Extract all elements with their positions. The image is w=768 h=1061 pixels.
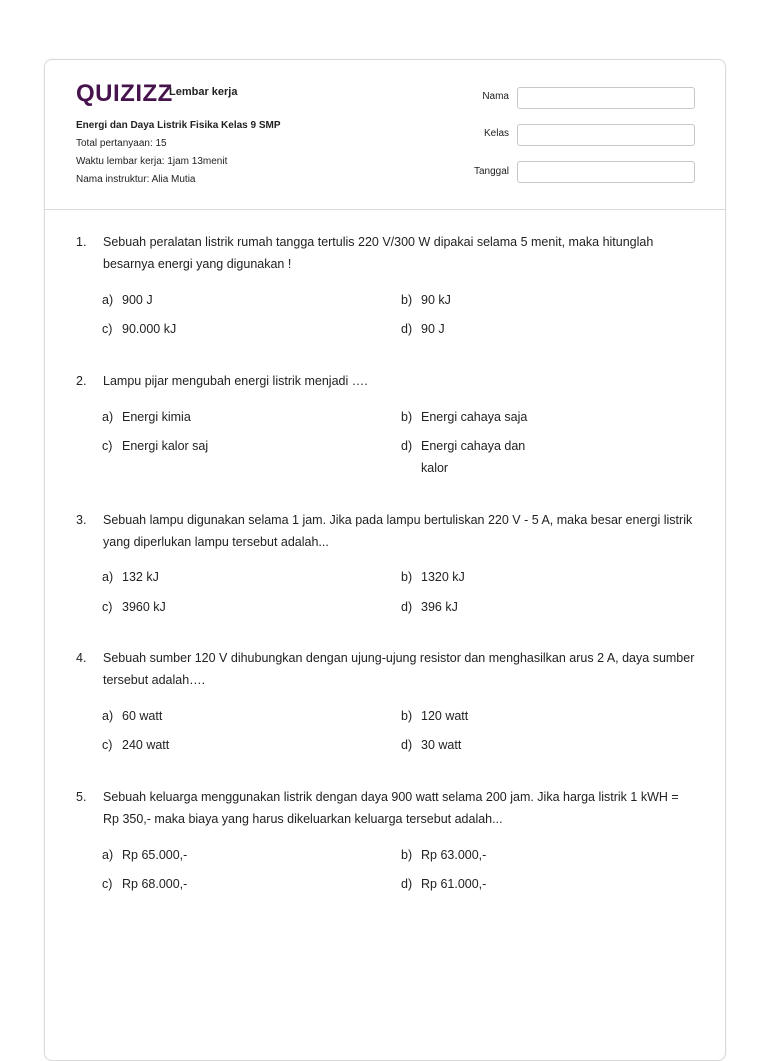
- option-2c[interactable]: [102, 435, 208, 457]
- question-text: Sebuah keluarga menggunakan listrik dengan daya 900 watt selama 200 jam. Jika harga listrik 1 kWH = Rp 350,- maka biaya yang harus dikeluarkan keluarga tersebut adalah...: [103, 790, 679, 826]
- option-text: Rp 61.000,-: [421, 877, 487, 891]
- date-label: Tanggal: [473, 166, 509, 177]
- worksheet-header: [45, 60, 725, 210]
- option-1c[interactable]: [102, 318, 176, 340]
- option-text: Energi cahaya saja: [421, 410, 528, 424]
- question-1: [76, 231, 696, 275]
- option-letter: b): [401, 570, 413, 584]
- option-4b[interactable]: [401, 705, 468, 727]
- option-5a[interactable]: [102, 844, 187, 866]
- option-3c[interactable]: [102, 596, 166, 618]
- question-4: [76, 647, 696, 691]
- option-letter: b): [401, 410, 413, 424]
- question-number: 3.: [76, 513, 87, 527]
- option-text: Rp 65.000,-: [122, 848, 188, 862]
- option-5c[interactable]: [102, 873, 187, 895]
- option-text: 30 watt: [421, 738, 462, 752]
- option-letter: a): [102, 570, 114, 584]
- question-text: Lampu pijar mengubah energi listrik menjadi ….: [103, 374, 368, 388]
- option-text: 3960 kJ: [122, 600, 166, 614]
- instructor-name: Nama instruktur: Alia Mutia: [76, 174, 196, 185]
- option-4c[interactable]: [102, 734, 169, 756]
- date-field[interactable]: [517, 161, 695, 183]
- option-text: 132 kJ: [122, 570, 159, 584]
- option-letter: b): [401, 848, 413, 862]
- question-text: Sebuah peralatan listrik rumah tangga tertulis 220 V/300 W dipakai selama 5 menit, maka hitunglah besarnya energi yang digunakan !: [103, 235, 654, 271]
- worksheet-time: Waktu lembar kerja: 1jam 13menit: [76, 156, 228, 167]
- option-letter: a): [102, 709, 114, 723]
- option-letter: a): [102, 848, 114, 862]
- option-text: Rp 63.000,-: [421, 848, 487, 862]
- option-text: 240 watt: [122, 738, 170, 752]
- option-text: Energi kimia: [122, 410, 191, 424]
- name-label: Nama: [482, 91, 509, 102]
- option-letter: d): [401, 600, 413, 614]
- option-5d[interactable]: [401, 873, 486, 895]
- option-text: 90 kJ: [421, 293, 451, 307]
- question-number: 2.: [76, 374, 87, 388]
- option-4d[interactable]: [401, 734, 461, 756]
- question-3: [76, 509, 696, 553]
- option-3a[interactable]: [102, 566, 159, 588]
- option-letter: d): [401, 439, 413, 453]
- question-number: 1.: [76, 235, 87, 249]
- option-text: 396 kJ: [421, 600, 458, 614]
- option-3b[interactable]: [401, 566, 465, 588]
- option-2a[interactable]: [102, 406, 191, 428]
- option-text: 1320 kJ: [421, 570, 465, 584]
- option-text: Energi kalor saj: [122, 439, 209, 453]
- option-3d[interactable]: [401, 596, 458, 618]
- option-letter: a): [102, 410, 114, 424]
- question-number: 5.: [76, 790, 87, 804]
- option-letter: d): [401, 322, 413, 336]
- option-letter: c): [102, 322, 113, 336]
- option-text: 900 J: [122, 293, 153, 307]
- option-letter: b): [401, 293, 413, 307]
- option-letter: b): [401, 709, 413, 723]
- option-letter: d): [401, 877, 413, 891]
- question-2: [76, 370, 696, 392]
- option-letter: c): [102, 439, 113, 453]
- option-letter: c): [102, 877, 113, 891]
- quizizz-logo: QUIZIZZ: [76, 80, 173, 107]
- option-text: Rp 68.000,-: [122, 877, 188, 891]
- total-questions: Total pertanyaan: 15: [76, 138, 167, 149]
- option-text: 120 watt: [421, 709, 469, 723]
- worksheet-title: Energi dan Daya Listrik Fisika Kelas 9 SMP: [76, 120, 281, 131]
- option-4a[interactable]: [102, 705, 162, 727]
- option-letter: a): [102, 293, 114, 307]
- option-1b[interactable]: [401, 289, 451, 311]
- question-5: [76, 786, 696, 830]
- option-2d[interactable]: [401, 435, 541, 479]
- option-text: 90.000 kJ: [122, 322, 177, 336]
- class-label: Kelas: [483, 128, 509, 139]
- option-5b[interactable]: [401, 844, 486, 866]
- option-1d[interactable]: [401, 318, 445, 340]
- option-1a[interactable]: [102, 289, 153, 311]
- option-letter: d): [401, 738, 413, 752]
- question-number: 4.: [76, 651, 87, 665]
- option-letter: c): [102, 600, 113, 614]
- option-text: 60 watt: [122, 709, 163, 723]
- option-letter: c): [102, 738, 113, 752]
- worksheet-card: [44, 59, 726, 1061]
- worksheet-subtitle: Lembar kerja: [169, 86, 238, 98]
- option-text: Energi cahaya dan kalor: [421, 439, 526, 475]
- class-field[interactable]: [517, 124, 695, 146]
- option-2b[interactable]: [401, 406, 527, 428]
- question-text: Sebuah sumber 120 V dihubungkan dengan ujung-ujung resistor dan menghasilkan arus 2 A, daya sumber tersebut adalah….: [103, 651, 695, 687]
- question-text: Sebuah lampu digunakan selama 1 jam. Jika pada lampu bertuliskan 220 V - 5 A, maka besar energi listrik yang diperlukan lampu tersebut adalah...: [103, 513, 693, 549]
- option-text: 90 J: [421, 322, 445, 336]
- name-field[interactable]: [517, 87, 695, 109]
